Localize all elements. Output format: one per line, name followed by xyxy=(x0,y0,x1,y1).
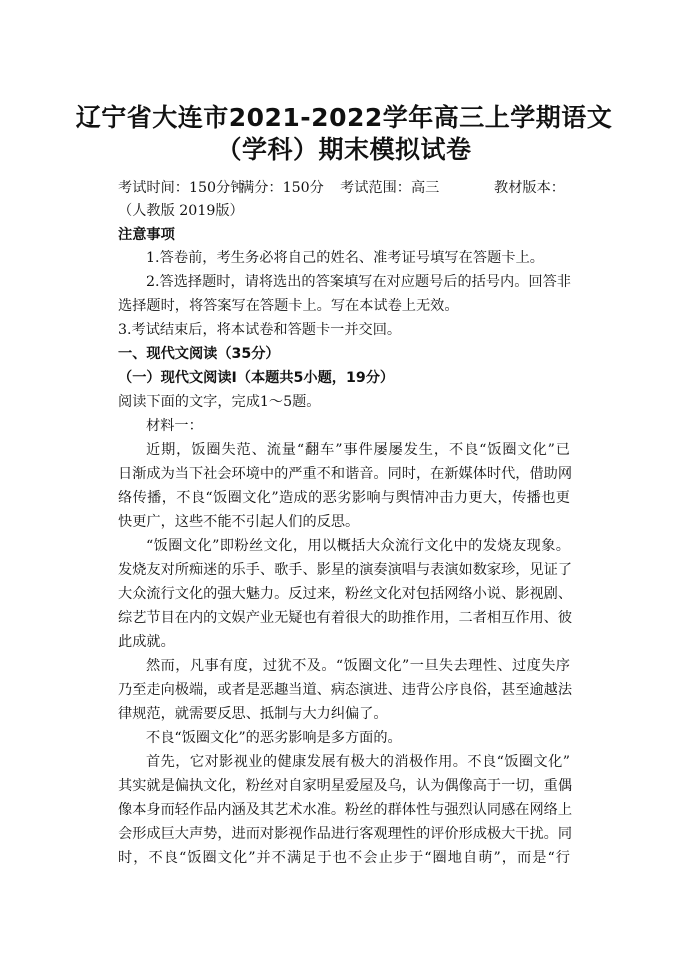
reading-instruction: 阅读下面的文字，完成1～5题。 xyxy=(118,394,321,410)
exam-score: 满分：150分 xyxy=(240,180,324,196)
paragraph-line: 大众流行文化的强大魅力。反过来，粉丝文化对包括网络小说、影视剧、 xyxy=(118,586,573,602)
material-label: 材料一： xyxy=(146,418,203,434)
paragraph-line: 像本身而轻作品内涵及其艺术水准。粉丝的群体性与强烈认同感在网络上 xyxy=(118,802,573,818)
paragraph-line: 此成就。 xyxy=(118,634,175,650)
notice-item: 选择题时，将答案写在答题卡上。写在本试卷上无效。 xyxy=(118,298,459,314)
paragraph-line: 时，不良“饭圈文化”并不满足于也不会止步于“圈地自萌”，而是“行 xyxy=(118,850,570,866)
paragraph-line: 会形成巨大声势，进而对影视作品进行客观理性的评价形成极大干扰。同 xyxy=(118,826,573,842)
subsection-heading: （一）现代文阅读Ⅰ（本题共5小题，19分） xyxy=(118,370,395,386)
paragraph-line: 综艺节目在内的文娱产业无疑也有着很大的助推作用，二者相互作用、彼 xyxy=(118,610,573,626)
paragraph-line: 其实就是偏执文化，粉丝对自家明星爱屋及乌，认为偶像高于一切，重偶 xyxy=(118,778,573,794)
section-heading: 一、现代文阅读（35分） xyxy=(118,346,280,362)
exam-meta xyxy=(118,178,588,198)
paragraph-line: 乃至走向极端，或者是恶趣当道、病态演进、违背公序良俗，甚至逾越法 xyxy=(118,682,573,698)
edition-label: 教材版本： xyxy=(494,180,565,196)
notice-item: 2.答选择题时，请将选出的答案填写在对应题号后的括号内。回答非 xyxy=(146,274,571,290)
paragraph-line: 日渐成为当下社会环境中的严重不和谐音。同时，在新媒体时代，借助网 xyxy=(118,466,573,482)
paragraph-line: “饭圈文化”即粉丝文化，用以概括大众流行文化中的发烧友现象。 xyxy=(146,538,570,554)
paragraph-line: 律规范，就需要反思、抵制与大力纠偏了。 xyxy=(118,706,388,722)
exam-title-line1: 辽宁省大连市2021-2022学年高三上学期语文 xyxy=(75,103,613,132)
exam-time: 考试时间：150分钟 xyxy=(118,180,245,196)
paragraph-line: 快更广，这些不能不引起人们的反思。 xyxy=(118,514,360,530)
notice-item: 3.考试结束后，将本试卷和答题卡一并交回。 xyxy=(118,322,402,338)
paragraph-line: 首先，它对影视业的健康发展有极大的消极作用。不良“饭圈文化” xyxy=(146,754,570,770)
paragraph-line: 不良“饭圈文化”的恶劣影响是多方面的。 xyxy=(146,730,402,746)
paragraph-line: 然而，凡事有度，过犹不及。“饭圈文化”一旦失去理性、过度失序 xyxy=(146,658,570,674)
exam-range: 考试范围：高三 xyxy=(340,180,440,196)
exam-title-line2: （学科）期末模拟试卷 xyxy=(216,135,472,164)
paragraph-line: 近期，饭圈失范、流量“翻车”事件屡屡发生，不良“饭圈文化”已 xyxy=(146,442,570,458)
exam-edition: （人教版 2019版） xyxy=(118,203,244,219)
notice-heading: 注意事项 xyxy=(118,227,175,243)
paragraph-line: 络传播，不良“饭圈文化”造成的恶劣影响与舆情冲击力更大，传播也更 xyxy=(118,490,570,506)
notice-item: 1.答卷前，考生务必将自己的姓名、准考证号填写在答题卡上。 xyxy=(146,250,544,266)
paragraph-line: 发烧友对所痴迷的乐手、歌手、影星的演奏演唱与表演如数家珍，见证了 xyxy=(118,562,573,578)
